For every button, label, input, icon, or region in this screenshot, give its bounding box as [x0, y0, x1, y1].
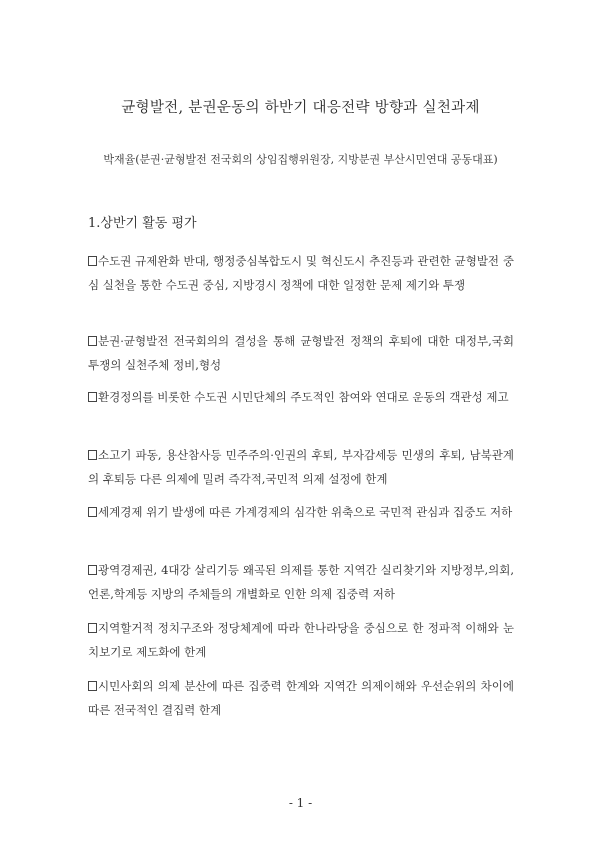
author-line: 박재율(분권·균형발전 전국회의 상임집행위원장, 지방분권 부산시민연대 공동대표) [103, 153, 498, 166]
paragraph-1 [88, 250, 514, 297]
checkbox-square-icon [88, 392, 97, 402]
paragraph-6 [88, 559, 514, 606]
paragraph-3 [88, 386, 514, 410]
paragraph-text: 광역경제권, 4대강 살리기등 왜곡된 의제를 통한 지역간 실리찾기와 지방정부,의회,언론,학계등 지방의 주체들의 개별화로 인한 의제 집중력 저하 [88, 563, 514, 601]
paragraph-text: 소고기 파동, 용산참사등 민주주의·인권의 후퇴, 부자감세등 민생의 후퇴, 남북관계의 후퇴등 다른 의제에 밀려 즉각적,국민적 의제 설정에 한계 [88, 448, 514, 486]
checkbox-square-icon [88, 336, 97, 346]
paragraph-5 [88, 501, 514, 525]
section-heading: 1.상반기 활동 평가 [88, 216, 197, 231]
paragraph-text: 지역할거적 정치구조와 정당체계에 따라 한나라당을 중심으로 한 정파적 이해와 눈치보기로 제도화에 한계 [88, 621, 514, 659]
paragraph-text: 세계경제 위기 발생에 따른 가계경제의 심각한 위축으로 국민적 관심과 집중도 저하 [98, 505, 513, 519]
paragraph-8 [88, 675, 514, 722]
page-number: - 1 - [288, 796, 313, 810]
checkbox-square-icon [88, 507, 97, 517]
checkbox-square-icon [88, 565, 97, 575]
paragraph-text: 수도권 규제완화 반대, 행정중심복합도시 및 혁신도시 추진등과 관련한 균형발전 중심 실천을 통한 수도권 중심, 지방경시 정책에 대한 일정한 문제 제기와 투쟁 [88, 254, 514, 292]
document-title: 균형발전, 분권운동의 하반기 대응전략 방향과 실천과제 [121, 100, 480, 116]
paragraph-text: 환경정의를 비롯한 수도권 시민단체의 주도적인 참여와 연대로 운동의 객관성 제고 [98, 390, 509, 404]
paragraph-7 [88, 617, 514, 664]
paragraph-4 [88, 444, 514, 491]
checkbox-square-icon [88, 450, 97, 460]
checkbox-square-icon [88, 623, 97, 633]
paragraph-text: 분권·균형발전 전국회의의 결성을 통해 균형발전 정책의 후퇴에 대한 대정부,국회 투쟁의 실천주체 정비,형성 [88, 334, 514, 372]
checkbox-square-icon [88, 256, 97, 266]
paragraph-2 [88, 330, 514, 377]
paragraph-text: 시민사회의 의제 분산에 따른 집중력 한계와 지역간 의제이해와 우선순위의 차이에 따른 전국적인 결집력 한계 [88, 679, 514, 717]
checkbox-square-icon [88, 681, 97, 691]
